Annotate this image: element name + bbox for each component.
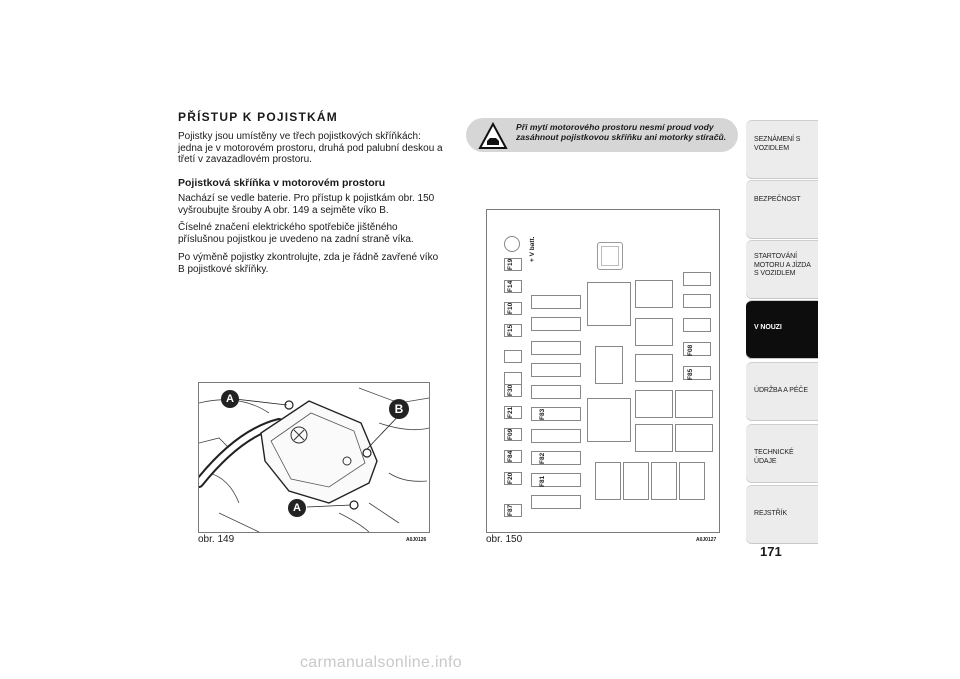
fuse-F14: F14 xyxy=(507,280,514,292)
fuse-slot-empty xyxy=(504,372,522,385)
label-a-top: A xyxy=(221,390,239,408)
fuse-F84: F84 xyxy=(507,450,514,462)
vbatt-label: + V batt. xyxy=(529,236,536,262)
figure-149-image xyxy=(198,382,430,533)
tab-label: TECHNICKÉ ÚDAJE xyxy=(754,449,794,465)
fuse-slot-empty xyxy=(504,350,522,363)
fuse-F30: F30 xyxy=(507,384,514,396)
fuse-F20: F20 xyxy=(507,472,514,484)
tab-v-nouzi[interactable] xyxy=(746,300,818,359)
tab-rejstrik[interactable] xyxy=(746,485,818,544)
figure-149-caption: obr. 149 xyxy=(198,534,235,545)
fuse-F21: F21 xyxy=(507,406,514,418)
warning-icon xyxy=(478,122,508,150)
tab-udrzba[interactable] xyxy=(746,362,818,421)
tab-label: ÚDRŽBA A PÉČE xyxy=(754,387,808,394)
warning-text: Při mytí motorového prostoru nesmí proud vody zasáhnout pojistkovou skříňku ani motorky stíračů. xyxy=(516,122,727,142)
intro-paragraph: Pojistky jsou umístěny ve třech pojistkových skříňkách: jedna je v motorovém prostoru, druhá pod palubní deskou a třetí v zavazadlovém prostoru. xyxy=(178,131,443,165)
tab-startovani[interactable] xyxy=(746,240,818,299)
tab-label: V NOUZI xyxy=(754,324,782,331)
paragraph-check: Po výměně pojistky zkontrolujte, zda je řádně zavřené víko B pojistkové skříňky. xyxy=(178,252,439,275)
fuse-F19: F19 xyxy=(507,258,514,270)
fuse-F82: F82 xyxy=(539,452,546,464)
subheading: Pojistková skříňka v motorovém prostoru xyxy=(178,177,386,189)
battery-terminal xyxy=(504,236,520,252)
fuse-F83: F83 xyxy=(539,408,546,420)
page-number: 171 xyxy=(760,544,782,559)
fuse-F08: F08 xyxy=(687,344,694,356)
fuse-F10: F10 xyxy=(507,302,514,314)
tab-bezpecnost[interactable] xyxy=(746,180,818,239)
tab-label: STARTOVÁNÍ MOTORU A JÍZDA S VOZIDLEM xyxy=(754,253,811,277)
tab-label: SEZNÁMENÍ S VOZIDLEM xyxy=(754,136,801,152)
tab-seznameni[interactable] xyxy=(746,120,818,179)
watermark: carmanualsonline.info xyxy=(300,654,462,671)
fuse-F15: F15 xyxy=(507,324,514,336)
section-title: PŘÍSTUP K POJISTKÁM xyxy=(178,110,338,124)
paragraph-access: Nachází se vedle baterie. Pro přístup k pojistkám obr. 150 vyšroubujte šrouby A obr. 149 a sejměte víko B. xyxy=(178,193,435,216)
fuse-F09: F09 xyxy=(507,428,514,440)
label-a-bottom: A xyxy=(288,499,306,517)
fuse-F81: F81 xyxy=(539,475,546,487)
tab-label: REJSTŘÍK xyxy=(754,510,788,517)
tab-technicke-udaje[interactable] xyxy=(746,424,818,483)
figure-150-image xyxy=(486,209,720,533)
fuse-F85: F85 xyxy=(687,368,694,380)
figure-150-code: A0J0127 xyxy=(696,537,717,543)
fuse-F87: F87 xyxy=(507,504,514,516)
figure-149-code: A0J0126 xyxy=(406,537,427,543)
warning-box xyxy=(466,118,738,152)
tab-label: BEZPEČNOST xyxy=(754,196,801,203)
label-b: B xyxy=(389,399,409,419)
figure-150-caption: obr. 150 xyxy=(486,534,523,545)
paragraph-marking: Číselné značení elektrického spotřebiče jištěného příslušnou pojistkou je uvedeno na zadní straně víka. xyxy=(178,222,414,245)
